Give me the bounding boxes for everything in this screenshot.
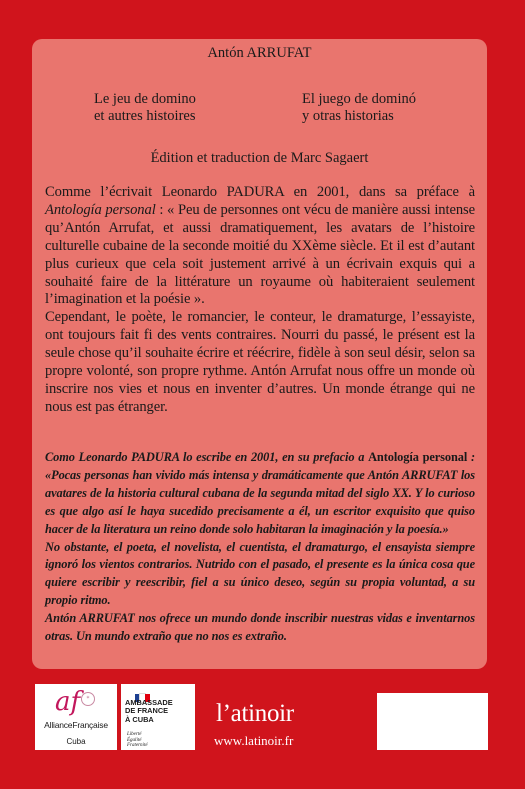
- title-spanish: [302, 91, 416, 125]
- author-name: Antón ARRUFAT: [207, 45, 312, 61]
- text-panel: [32, 39, 487, 669]
- af-anniversary-icon: ✶: [81, 692, 95, 706]
- title-french-line1: Le jeu de domino: [94, 91, 196, 107]
- motto-liberte: Liberté: [127, 732, 142, 737]
- spanish-p1-quote: : «Pocas personas han vivido más intensa y dramáticamente que Antón ARRUFAT los avatares de la historia cultural cubana de la segunda mitad del siglo XX. Y lo curioso es que algo así le haya sucedido precisamente a él, un escritor exquisito que quiso hacer de la literatura un reino donde solo habitaran la imaginación y la poesía.»: [45, 450, 475, 536]
- spanish-p1-intro: Como Leonardo PADURA lo escribe en 2001, en su prefacio a: [45, 450, 369, 464]
- french-book-title: Antología personal: [45, 201, 156, 218]
- af-mark: af: [55, 687, 81, 717]
- french-paragraph-2: Cependant, le poète, le romancier, le conteur, le dramaturge, l’essayiste, ont toujours fait fi des vents contraires. Nourri du passé, le présent est la seule chose qu’il souhaite écrire et réécrire, fidèle à son seul désir, selon sa propre volonté, son propre rythme. Antón Arrufat nous offre un monde où inscrire nos vies et nous en inventer d’autres. Un monde étrange qui ne nous est pas étranger.: [45, 309, 475, 415]
- barcode-placeholder: [377, 693, 488, 750]
- title-spanish-line2: y otras historias: [302, 108, 394, 124]
- title-spanish-line1: El juego de dominó: [302, 91, 416, 107]
- spanish-blurb: [45, 449, 475, 646]
- title-french: [94, 91, 196, 125]
- french-paragraph-1: [45, 184, 475, 309]
- publisher-logo: l’atinoir: [216, 700, 294, 727]
- edition-credit: Édition et traduction de Marc Sagaert: [150, 150, 369, 166]
- french-flag-icon: [135, 689, 150, 697]
- alliance-francaise-logo: [35, 684, 117, 750]
- embassy-logo: [121, 684, 195, 750]
- publisher-website[interactable]: www.latinoir.fr: [214, 733, 294, 748]
- spanish-paragraph-3: Antón ARRUFAT nos ofrece un mundo donde inscribir nuestras vidas e inventarnos otras. Un mundo extraño que no nos es extraño.: [45, 611, 475, 644]
- spanish-paragraph-1: [45, 449, 475, 539]
- spanish-paragraph-2: No obstante, el poeta, el novelista, el cuentista, el dramaturgo, el ensayista siempre ignoró los vientos contrarios. Nutrido con el pasado, el presente es la única cosa que quiere escribir y reescribir, fiel a su único deseo, según su propia voluntad, a su propio ritmo.: [45, 539, 475, 608]
- french-blurb: [45, 184, 475, 417]
- motto-fraternite: Fraternité: [127, 743, 148, 748]
- embassy-name: [125, 699, 173, 724]
- embassy-line-3: À CUBA: [125, 714, 154, 724]
- embassy-line-2: DE FRANCE: [125, 706, 169, 716]
- title-french-line2: et autres histoires: [94, 108, 196, 124]
- republic-motto: [127, 732, 148, 749]
- af-city: Cuba: [66, 737, 86, 746]
- motto-egalite: Égalité: [127, 737, 142, 743]
- embassy-line-1: AMBASSADE: [125, 698, 173, 707]
- french-p1-intro: Comme l’écrivait Leonardo PADURA en 2001, dans sa préface à: [45, 184, 475, 200]
- french-p1-quote: : « Peu de personnes ont vécu de manière aussi intense qu’Antón Arrufat, et aussi dramatiquement, les avatars de l’histoire culturelle cubaine de la seconde moitié du XXème siècle. Et il est d’autant plus curieux que cela soit justement arrivé à un écrivain exquis qui a souhaité faire de la littérature un royaume où habiteraient seulement l’imagination et la poésie ».: [45, 201, 475, 308]
- spanish-book-title: Antología personal: [368, 450, 468, 464]
- af-name: AllianceFrançaise: [44, 720, 108, 730]
